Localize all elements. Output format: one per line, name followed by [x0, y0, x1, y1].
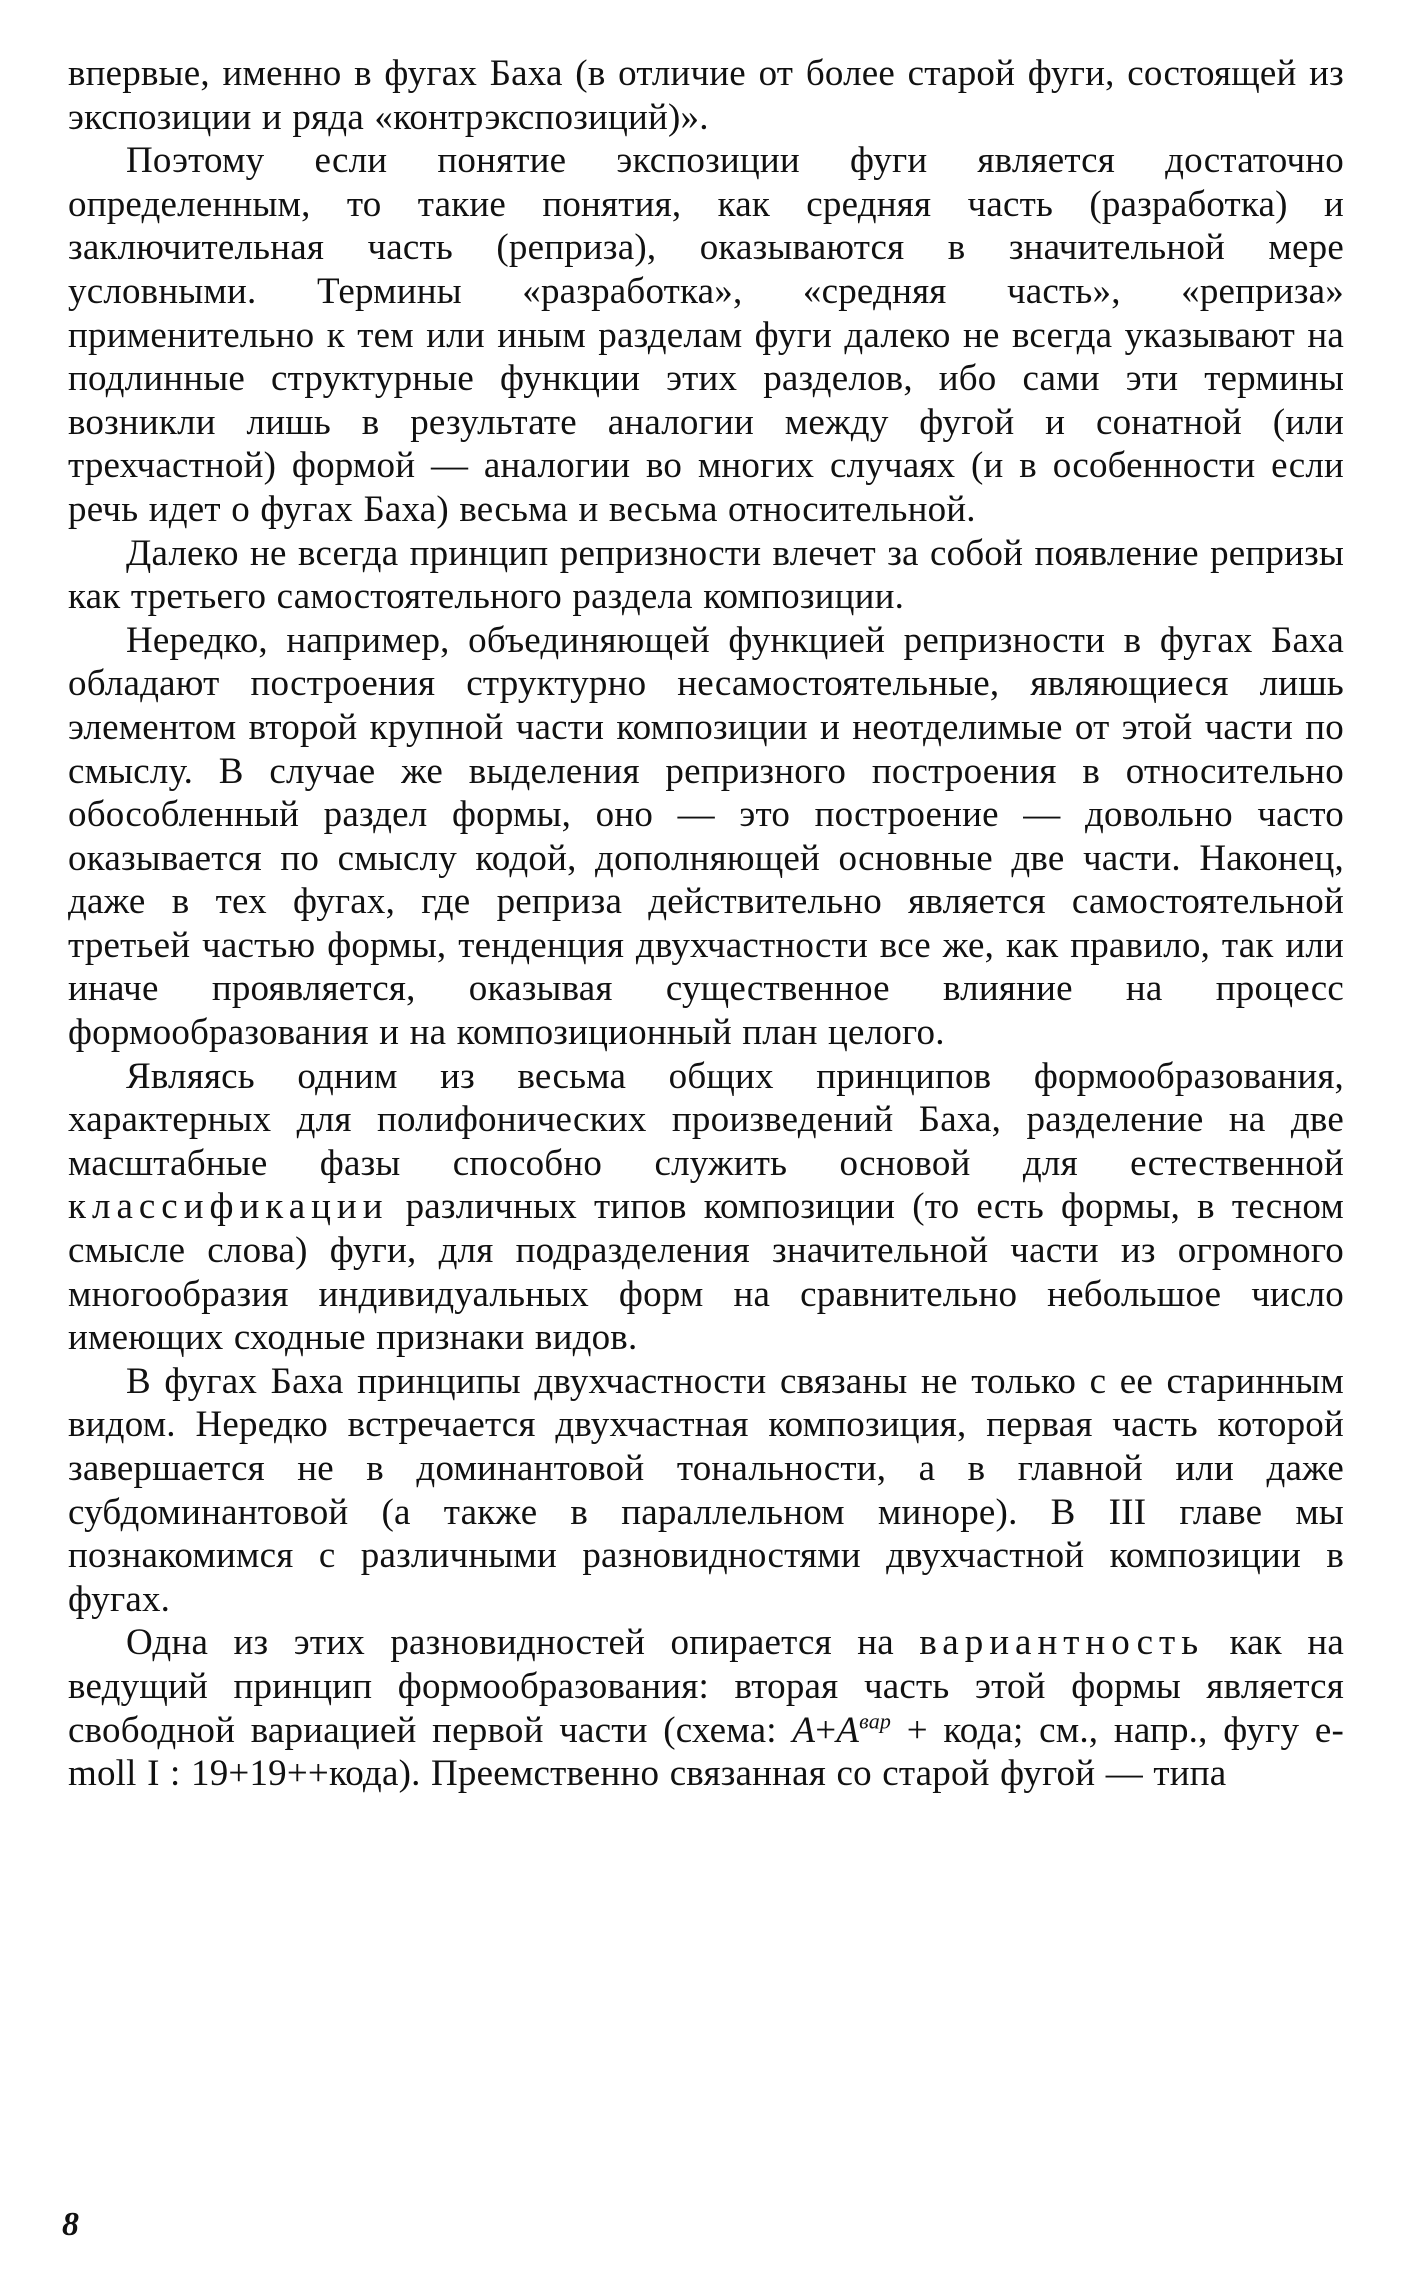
- text-segment: Поэтому если понятие экспозиции фуги является достаточно определенным, то такие понятия, как средняя часть (разработка) и заключительная часть (реприза), оказываются в значительной мере условными. Термины «разработка», «средняя часть», «реприза» применительно к тем или иным разделам фуги далеко не всегда указывают на подлинные структурные функции этих разделов, ибо сами эти термины возникли лишь в результате аналогии между фугой и сонатной (или трехчастной) формой — аналогии во многих случаях (и в особенности если речь идет о фугах Баха) весьма и весьма относительной.: [68, 140, 1344, 530]
- page-number: 8: [62, 2206, 79, 2243]
- paragraph-p4: [68, 619, 1344, 1055]
- text-segment: A: [836, 1709, 860, 1751]
- paragraph-p2: [68, 139, 1344, 531]
- text-segment: + кода; см., напр., фугу e-moll I : 19+19++кода). Преемственно связанная со старой фугой — типа: [68, 1709, 1345, 1795]
- paragraph-p7: [68, 1621, 1344, 1795]
- paragraph-p3: [68, 532, 1344, 619]
- text-segment: +: [815, 1709, 837, 1751]
- paragraph-p5: [68, 1055, 1344, 1360]
- paragraph-p1: [68, 52, 1344, 139]
- body-text: [68, 52, 1344, 1796]
- text-segment: A: [792, 1709, 816, 1751]
- text-segment: Нередко, например, объединяющей функцией репризности в фугах Баха обладают построения структурно несамостоятельные, являющиеся лишь элементом второй крупной части композиции и неотделимые от этой части по смыслу. В случае же выделения репризного построения в относительно обособленный раздел формы, оно — это построение — довольно часто оказывается по смыслу кодой, дополняющей основные две части. Наконец, даже в тех фугах, где реприза действительно является самостоятельной третьей частью формы, тенденция двухчастности все же, как правило, так или иначе проявляется, оказывая существенное влияние на процесс формообразования и на композиционный план целого.: [68, 619, 1344, 1054]
- text-segment: впервые, именно в фугах Баха (в отличие от более старой фуги, состоящей из экспозиции и ряда «контрэкспозиций)».: [68, 53, 1344, 138]
- text-segment: различных типов композиции (то есть формы, в тесном смысле слова) фуги, для подразделения значительной части из огромного многообразия индивидуальных форм на сравнительно небольшое число имеющих сходные признаки видов.: [68, 1186, 1344, 1359]
- text-segment: классификации: [68, 1186, 389, 1228]
- text-segment: как на ведущий принцип формообразования: вторая часть этой формы является свободной вариацией первой части (схема:: [68, 1622, 1344, 1751]
- text-segment: Далеко не всегда принцип репризности влечет за собой появление репризы как третьего самостоятельного раздела композиции.: [68, 532, 1344, 618]
- text-segment: вар: [859, 1708, 892, 1734]
- text-segment: вариантность: [919, 1622, 1205, 1664]
- text-segment: Являясь одним из весьма общих принципов формообразования, характерных для полифонических произведений Баха, разделение на две масштабные фазы способно служить основой для естественной: [68, 1055, 1344, 1184]
- text-segment: В фугах Баха принципы двухчастности связаны не только с ее старинным видом. Нередко встречается двухчастная композиция, первая часть которой завершается не в доминантовой тональности, а в главной или даже субдоминантовой (а также в параллельном миноре). В III главе мы познакомимся с различными разновидностями двухчастной композиции в фугах.: [68, 1360, 1344, 1620]
- text-segment: Одна из этих разновидностей опирается на: [126, 1622, 920, 1664]
- paragraph-p6: [68, 1360, 1344, 1622]
